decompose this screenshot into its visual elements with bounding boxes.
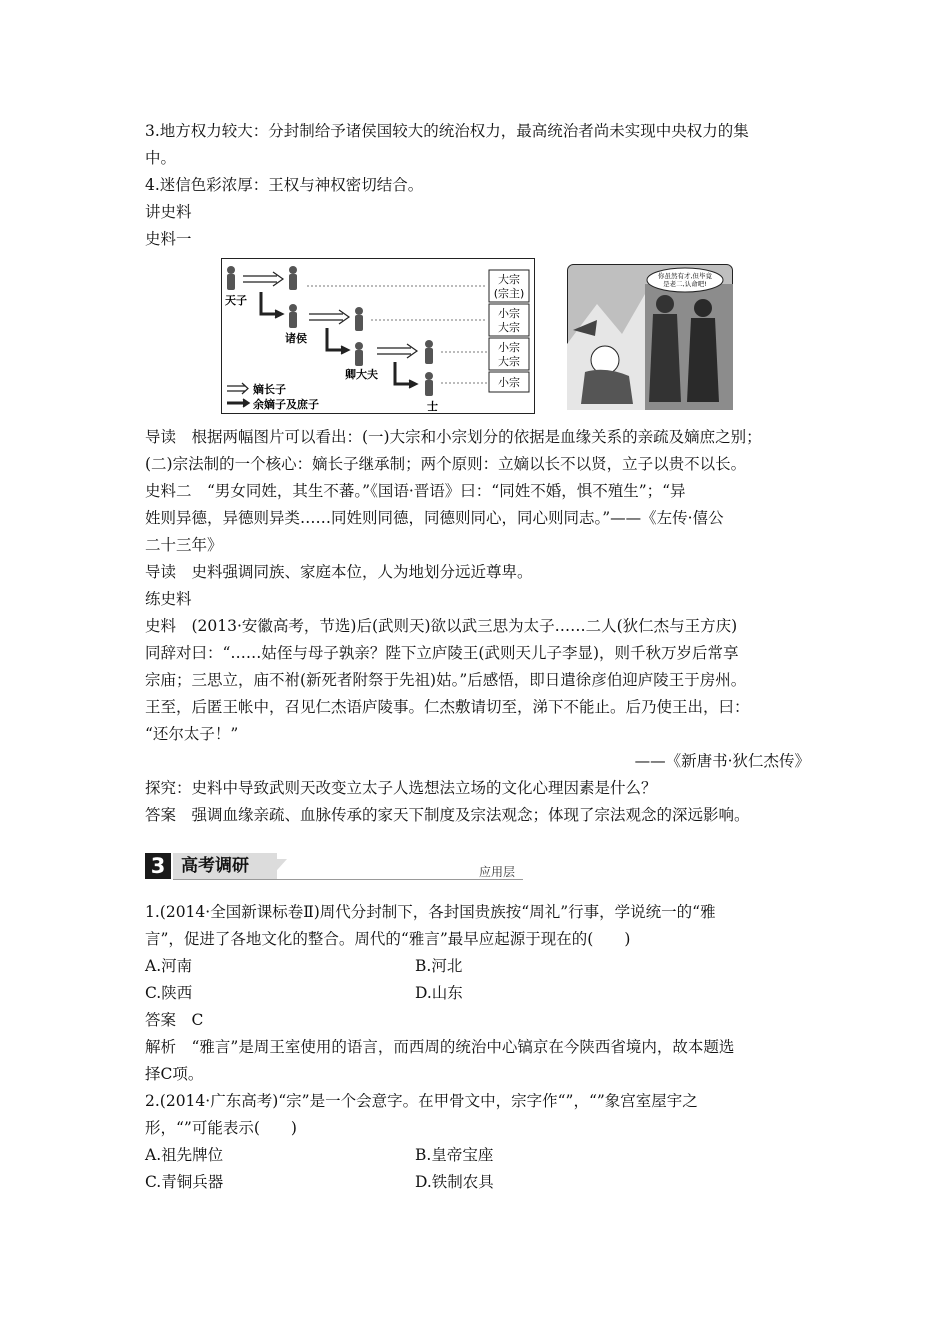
- document-page: [145, 118, 810, 1196]
- section-title: 高考调研: [173, 853, 277, 879]
- text-line: 中。: [145, 149, 177, 167]
- question-stem: 1.(2014·全国新课标卷Ⅱ)周代分封制下，各封国贵族按“周礼”行事，学说统一的“雅: [145, 903, 716, 921]
- text-line: 宗庙；三思立，庙不祔(新死者附祭于先祖)姑。”后感悟，即日遣徐彦伯迎庐陵王于房州。: [145, 671, 747, 689]
- section-layer: 应用层: [479, 865, 516, 879]
- rank-label: 天子: [225, 294, 247, 307]
- speech-text: 你虽然有才,但毕竟: [657, 272, 713, 280]
- option: D.铁制农具: [415, 1173, 494, 1191]
- legend-label: 余嫡子及庶子: [253, 398, 319, 411]
- rank-label: 诸侯: [285, 332, 307, 345]
- source-citation: ——《新唐书·狄仁杰传》: [634, 752, 810, 770]
- person-icon: [355, 342, 363, 366]
- rank-label: 卿大夫: [345, 368, 378, 381]
- figures-row: [145, 258, 810, 420]
- person-icon: [227, 266, 235, 290]
- options-row: [145, 1142, 810, 1169]
- section-number: 3: [145, 853, 171, 879]
- legend-label: 嫡长子: [253, 383, 286, 396]
- speech-text: 是老二,认命吧!: [663, 280, 707, 288]
- text-line: (二)宗法制的一个核心：嫡长子继承制；两个原则：立嫡以长不以贤，立子以贵不以长。: [145, 455, 747, 473]
- text-line: 王至，后匿王帐中，召见仁杰语庐陵事。仁杰敷请切至，涕下不能止。后乃使王出，曰：: [145, 698, 750, 716]
- option: B.河北: [415, 957, 463, 975]
- option: C.陕西: [145, 984, 193, 1002]
- text-line: “还尔太子！”: [145, 725, 239, 743]
- text-line: 史料二 “男女同姓，其生不蕃。”《国语·晋语》曰：“同姓不婚，惧不殖生”；“异: [145, 482, 686, 500]
- text-line: 导读 根据两幅图片可以看出：(一)大宗和小宗划分的依据是血缘关系的亲疏及嫡庶之别；: [145, 428, 762, 446]
- person-icon: [289, 304, 297, 328]
- box-label: 小宗: [498, 307, 520, 320]
- cartoon-image: [567, 264, 733, 410]
- option: B.皇帝宝座: [415, 1146, 494, 1164]
- options-row: [145, 953, 810, 980]
- rank-label: 士: [427, 400, 438, 413]
- subheading-lian: 练史料: [145, 590, 192, 608]
- text-line: 导读 史料强调同族、家庭本位，人为地划分远近尊卑。: [145, 563, 533, 581]
- option: A.祖先牌位: [145, 1146, 224, 1164]
- lineage-diagram: [221, 258, 535, 414]
- text-line: 答案 强调血缘亲疏、血脉传承的家天下制度及宗法观念；体现了宗法观念的深远影响。: [145, 806, 750, 824]
- text-line: 同辞对曰：“……姑侄与母子孰亲？陛下立庐陵王(武则天儿子李显)，则千秋万岁后常享: [145, 644, 739, 662]
- option: A.河南: [145, 957, 193, 975]
- options-row: [145, 980, 810, 1007]
- text-line: 史料 (2013·安徽高考，节选)后(武则天)欲以武三思为太子……二人(狄仁杰与王方庆): [145, 617, 738, 635]
- analysis-line: 择C项。: [145, 1065, 204, 1083]
- text-line: 探究：史料中导致武则天改变立太子人选想法立场的文化心理因素是什么？: [145, 779, 657, 797]
- section-header: [145, 851, 810, 881]
- subheading-source-1: 史料一: [145, 230, 192, 248]
- options-row: [145, 1169, 810, 1196]
- box-label: (宗主): [493, 287, 525, 300]
- option: D.山东: [415, 984, 463, 1002]
- person-icon: [425, 372, 433, 396]
- answer-line: 答案 C: [145, 1011, 204, 1029]
- box-label: 大宗: [498, 355, 520, 368]
- person-icon: [355, 307, 363, 331]
- person-icon: [289, 266, 297, 290]
- box-label: 大宗: [498, 321, 520, 334]
- box-label: 小宗: [498, 341, 520, 354]
- analysis-line: 解析 “雅言”是周王室使用的语言，而西周的统治中心镐京在今陕西省境内，故本题选: [145, 1038, 735, 1056]
- subheading-jiang: 讲史料: [145, 203, 192, 221]
- person-icon: [425, 340, 433, 364]
- text-line: 姓则异德，异德则异类……同姓则同德，同德则同心，同心则同志。”——《左传·僖公: [145, 509, 724, 527]
- box-label: 大宗: [498, 273, 520, 286]
- question-stem: 形，“”可能表示( ): [145, 1119, 297, 1137]
- question-stem: 2.(2014·广东高考)“宗”是一个会意字。在甲骨文中，宗字作“”，“”象宫室屋宇之: [145, 1092, 698, 1110]
- text-line: 二十三年》: [145, 536, 223, 554]
- text-line: 3.地方权力较大：分封制给予诸侯国较大的统治权力，最高统治者尚未实现中央权力的集: [145, 122, 749, 140]
- text-line: 4.迷信色彩浓厚：王权与神权密切结合。: [145, 176, 424, 194]
- question-stem: 言”，促进了各地文化的整合。周代的“雅言”最早应起源于现在的( ): [145, 930, 631, 948]
- box-label: 小宗: [498, 376, 520, 389]
- option: C.青铜兵器: [145, 1173, 224, 1191]
